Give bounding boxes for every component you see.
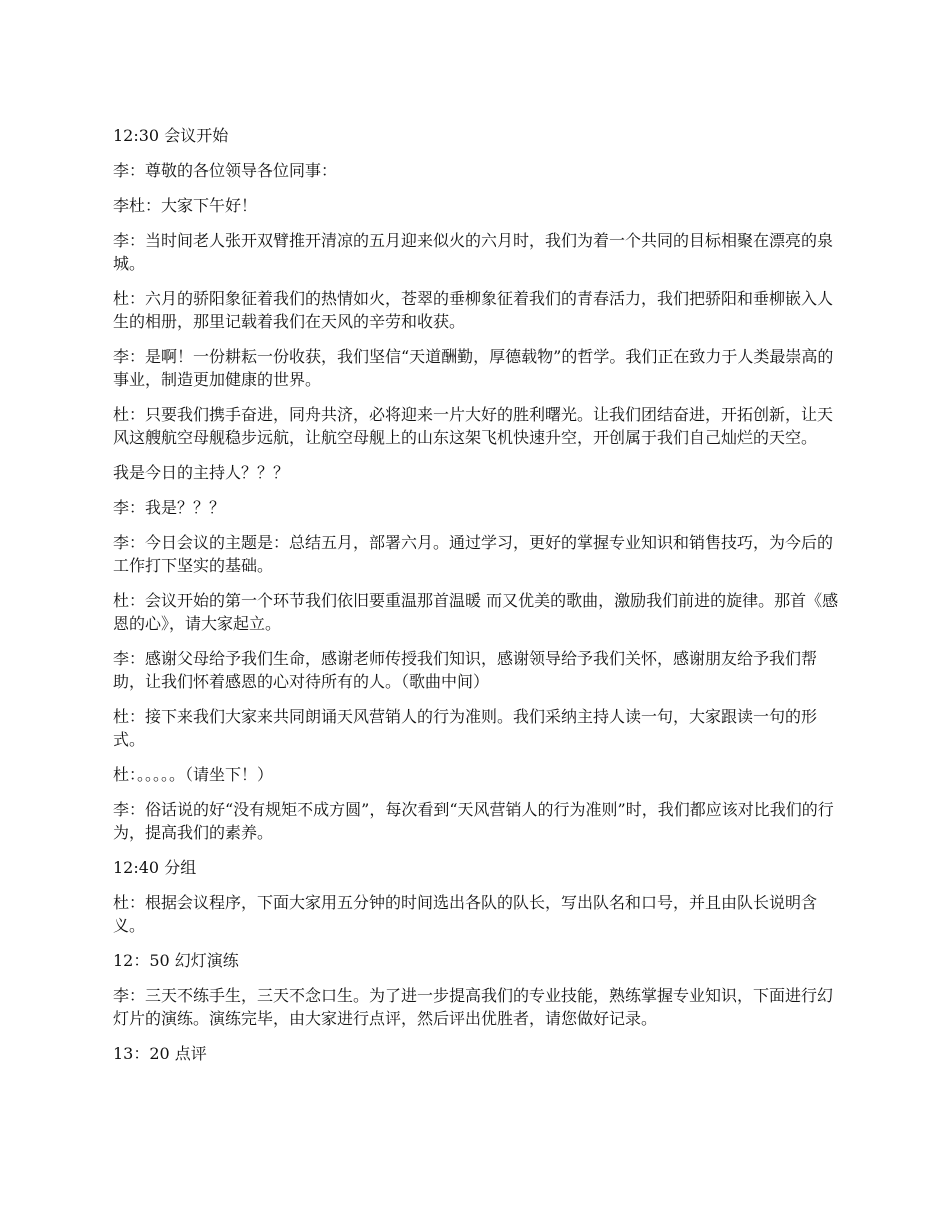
paragraph: 李杜：大家下午好！ [113,196,258,215]
paragraph: 李：今日会议的主题是：总结五月，部署六月。通过学习，更好的掌握专业知识和销售技巧，为今后的工作打下坚实的基础。 [113,533,834,575]
paragraph: 李：感谢父母给予我们生命，感谢老师传授我们知识，感谢领导给予我们关怀，感谢朋友给予我们帮助，让我们怀着感恩的心对待所有的人。（歌曲中间） [113,649,818,691]
paragraph: 我是今日的主持人？？？ [113,463,290,482]
paragraph: 杜：六月的骄阳象征着我们的热情如火，苍翠的垂柳象征着我们的青春活力，我们把骄阳和垂柳嵌入人生的相册，那里记载着我们在天风的辛劳和收获。 [113,289,834,331]
paragraph: 李：三天不练手生，三天不念口生。为了进一步提高我们的专业技能，熟练掌握专业知识，下面进行幻灯片的演练。演练完毕，由大家进行点评，然后评出优胜者，请您做好记录。 [113,986,834,1028]
paragraph: 杜：会议开始的第一个环节我们依旧要重温那首温暖 而又优美的歌曲，激励我们前进的旋律。那首《感恩的心》，请大家起立。 [113,591,839,633]
paragraph: 杜：接下来我们大家来共同朗诵天风营销人的行为准则。我们采纳主持人读一句，大家跟读一句的形式。 [113,707,818,749]
heading-grouping: 12:40 分组 [113,858,197,877]
paragraph: 李：尊敬的各位领导各位同事： [113,161,338,180]
paragraph: 李：俗话说的好“没有规矩不成方圆”，每次看到“天风营销人的行为准则”时，我们都应该对比我们的行为，提高我们的素养。 [113,800,834,842]
paragraph: 李：当时间老人张开双臂推开清凉的五月迎来似火的六月时，我们为着一个共同的目标相聚在漂亮的泉城。 [113,231,834,273]
heading-review: 13：20 点评 [113,1044,207,1063]
paragraph: 杜：只要我们携手奋进，同舟共济，必将迎来一片大好的胜利曙光。让我们团结奋进，开拓创新，让天风这艘航空母舰稳步远航，让航空母舰上的山东这架飞机快速升空，开创属于我们自己灿烂的天空。 [113,405,834,447]
paragraph: 杜：。。。。。（请坐下！） [113,765,274,784]
paragraph: 杜：根据会议程序，下面大家用五分钟的时间选出各队的队长，写出队名和口号，并且由队长说明含义。 [113,893,818,935]
heading-slide-rehearsal: 12：50 幻灯演练 [113,951,239,970]
paragraph: 李：我是？？？ [113,498,226,517]
document-body [113,124,841,1077]
paragraph: 李：是啊！一份耕耘一份收获，我们坚信“天道酬勤，厚德载物”的哲学。我们正在致力于人类最崇高的事业，制造更加健康的世界。 [113,347,834,389]
heading-meeting-start: 12:30 会议开始 [113,126,229,145]
